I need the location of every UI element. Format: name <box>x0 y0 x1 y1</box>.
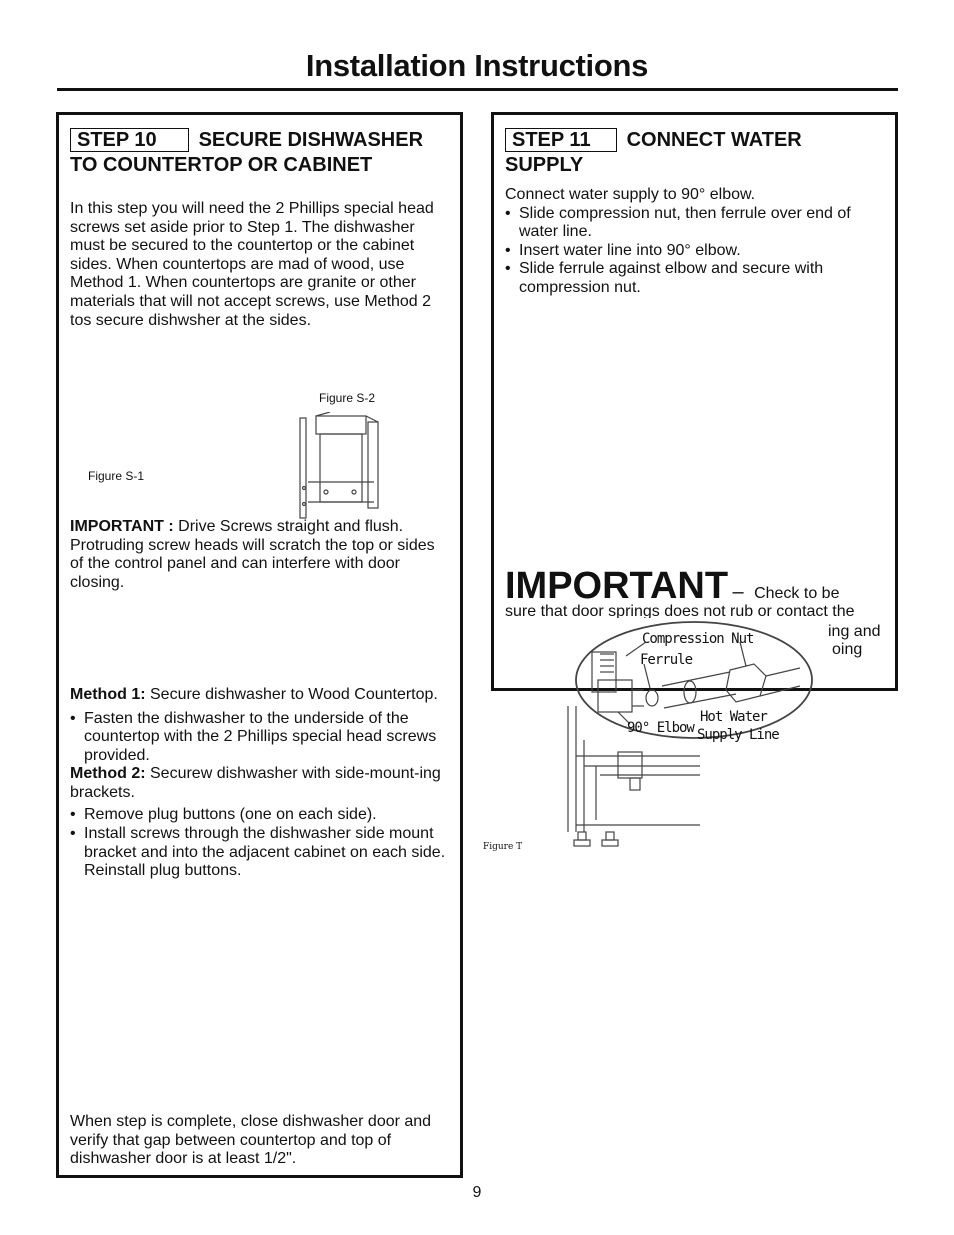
figure-s2-drawing <box>296 412 386 520</box>
list-item: • Slide ferrule against elbow and secure with compression nut. <box>505 260 887 297</box>
list-item: • Fasten the dishwasher to the underside of the countertop with the 2 Phillips special head screws provided. <box>70 710 452 766</box>
step-11-heading <box>505 128 885 178</box>
label-compression-nut: Compression Nut <box>642 631 754 647</box>
method-1-block <box>70 686 452 881</box>
step-11-number: STEP 11 <box>505 128 617 152</box>
step-10-title-line2: TO COUNTERTOP OR CABINET <box>70 154 373 176</box>
label-elbow: 90° Elbow <box>627 720 694 736</box>
method-1-heading <box>70 686 452 705</box>
step-11-intro: Connect water supply to 90° elbow. <box>505 186 756 203</box>
figure-s2-caption: Figure S-2 <box>319 391 376 405</box>
method-2-text: Securew dishwasher with side-mount-ing brackets. <box>70 765 441 801</box>
method-2-list <box>70 806 452 881</box>
important-line-1: Check to be <box>754 585 840 602</box>
label-supply-line: Supply Line <box>697 727 779 743</box>
step-11-list <box>505 205 887 298</box>
list-item: • Slide compression nut, then ferrule over end of water line. <box>505 205 887 242</box>
figure-t-drawing <box>560 620 830 852</box>
important-dash: – <box>732 581 744 603</box>
label-ferrule: Ferrule <box>640 652 693 668</box>
method-1-text: Secure dishwasher to Wood Countertop. <box>150 686 438 703</box>
step-11-title-line1: CONNECT WATER <box>626 129 802 151</box>
title-divider <box>57 88 898 91</box>
page-title: Installation Instructions <box>305 48 649 83</box>
important-line-2: sure that door springs does not rub or contact the <box>505 603 855 618</box>
important-text: Drive Screws straight and flush. Protruding screw heads will scratch the top or sides of the control panel and can interfere with door closing. <box>70 518 435 591</box>
method-2-label: Method 2: <box>70 765 146 783</box>
list-item: • Remove plug buttons (one on each side). <box>70 806 452 825</box>
method-1-list <box>70 710 452 766</box>
important-label: IMPORTANT : <box>70 518 174 535</box>
panel-right-border-fragment <box>895 618 898 691</box>
panel-border-fragment <box>491 600 494 618</box>
step-10-important-note <box>70 518 452 592</box>
step-10-number: STEP 10 <box>70 128 189 152</box>
step-10-heading <box>70 128 450 178</box>
step-11-instructions <box>505 186 887 298</box>
step-11-important-note <box>505 566 890 618</box>
step-10-intro: In this step you will need the 2 Phillips special head screws set aside prior to Step 1. The dishwasher must be secured to the countertop or the cabinet sides. When countertops are mad of wood, use Method 1. When countertops are granite or other materials that will not accept screws, use Method 2 tos secure dishwsher at the sides. <box>70 200 434 329</box>
page-number: 9 <box>472 1184 482 1201</box>
method-1-label: Method 1: <box>70 686 146 703</box>
list-item: • Insert water line into 90° elbow. <box>505 242 887 261</box>
list-item: • Install screws through the dishwasher side mount bracket and into the adjacent cabinet on each side. Reinstall plug buttons. <box>70 825 452 881</box>
label-hot-water: Hot Water <box>700 709 767 725</box>
step-10-closing: When step is complete, close dishwasher door and verify that gap between countertop and top of dishwasher door is at least 1/2". <box>70 1113 432 1168</box>
step-11-title-line2: SUPPLY <box>505 154 584 176</box>
method-2-heading <box>70 765 452 802</box>
figure-s1-caption: Figure S-1 <box>88 469 145 483</box>
important-fragment-2: oing <box>832 641 863 658</box>
step-10-title-line1: SECURE DISHWASHER <box>198 129 424 151</box>
figure-t-caption: Figure T <box>483 842 523 852</box>
panel-bottom-border-fragment <box>826 688 898 691</box>
important-heading: IMPORTANT <box>505 566 729 607</box>
important-fragment-1: ing and <box>828 623 881 640</box>
